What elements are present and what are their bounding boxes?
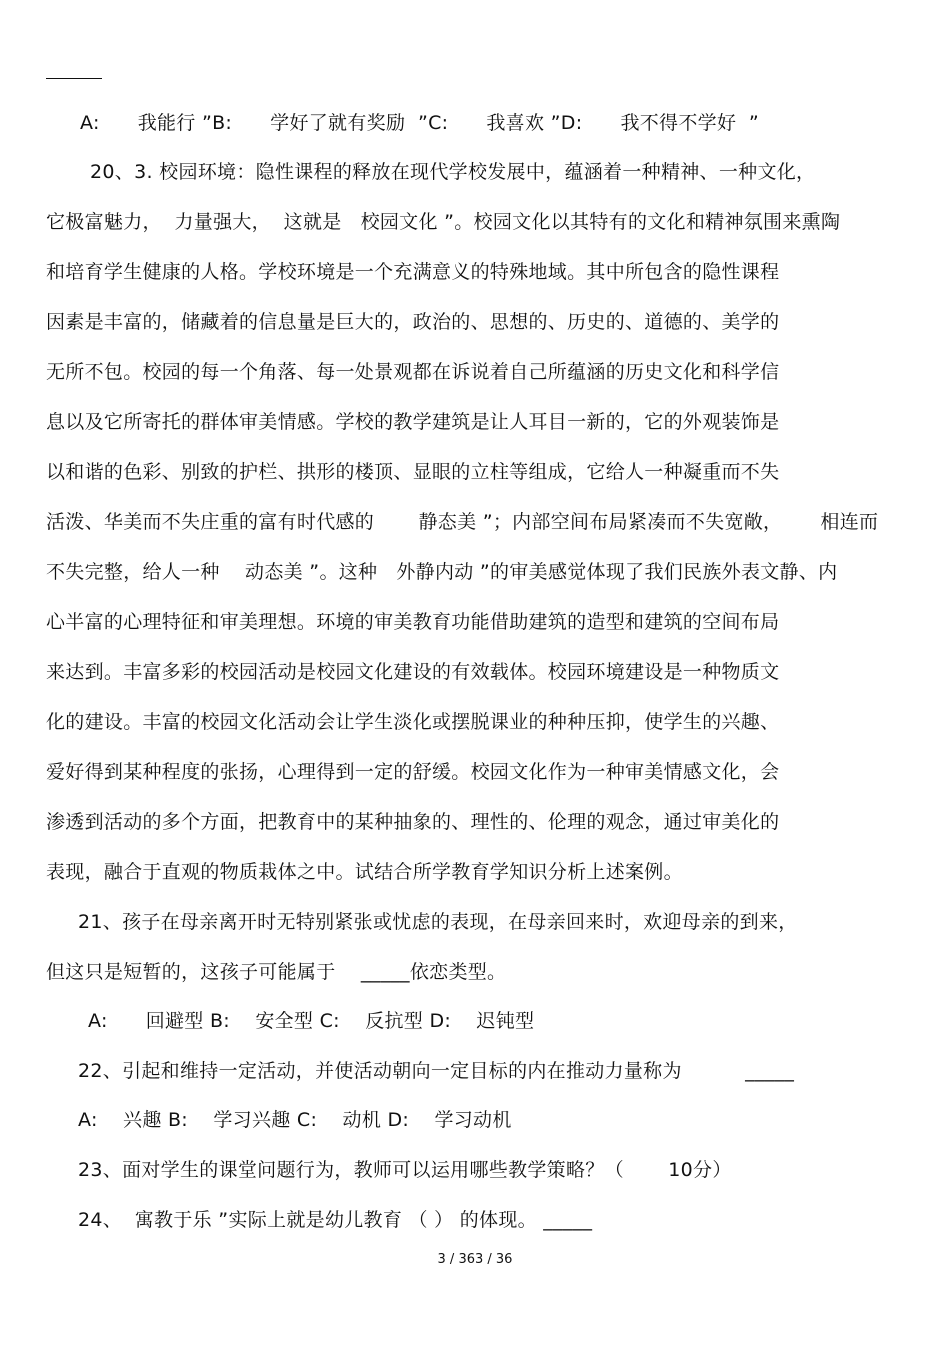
q19-options: A: 我能行 ”B: 学好了就有奖励 ”C: 我喜欢 ”D: 我不得不学好 ”	[80, 112, 760, 134]
q20-line-15: 表现，融合于直观的物质栽体之中。试结合所学教育学知识分析上述案例。	[46, 861, 683, 883]
q20-line-12: 化的建设。丰富的校园文化活动会让学生淡化或摆脱课业的种种压抑，使学生的兴趣、	[46, 711, 780, 733]
q20-line-7: 以和谐的色彩、别致的护栏、拱形的楼顶、显眼的立柱等组成，它给人一种凝重而不失	[46, 461, 780, 483]
q21-options: A: 回避型 B: 安全型 C: 反抗型 D: 迟钝型	[88, 1010, 535, 1032]
q20-line-8: 活泼、华美而不失庄重的富有时代感的 静态美 ”；内部空间布局紧凑而不失宽敞， 相连而	[46, 511, 879, 533]
q20-line-2: 它极富魅力， 力量强大， 这就是 校园文化 ”。校园文化以其特有的文化和精神氛围来熏陶	[46, 211, 841, 233]
page-number-footer: 3 / 363 / 36	[437, 1252, 513, 1267]
q20-line-5: 无所不包。校园的每一个角落、每一处景观都在诉说着自己所蕴涵的历史文化和科学信	[46, 361, 780, 383]
q20-line-4: 因素是丰富的，储藏着的信息量是巨大的，政治的、思想的、历史的、道德的、美学的	[46, 311, 780, 333]
q20-line-1: 20、3. 校园环境：隐性课程的释放在现代学校发展中，蕴涵着一种精神、一种文化，	[90, 161, 816, 183]
q20-line-3: 和培育学生健康的人格。学校环境是一个充满意义的特殊地域。其中所包含的隐性课程	[46, 261, 780, 283]
q24-line: 24、 寓教于乐 ”实际上就是幼儿教育 （ ） 的体现。 _____	[78, 1209, 593, 1231]
q20-line-13: 爱好得到某种程度的张扬，心理得到一定的舒缓。校园文化作为一种审美情感文化，会	[46, 761, 780, 783]
answer-blank-line	[46, 78, 102, 79]
q21-line-1: 21、孩子在母亲离开时无特别紧张或忧虑的表现，在母亲回来时，欢迎母亲的到来，	[78, 911, 798, 933]
q20-line-11: 来达到。丰富多彩的校园活动是校园文化建设的有效载体。校园环境建设是一种物质文	[46, 661, 780, 683]
q20-line-10: 心半富的心理特征和审美理想。环境的审美教育功能借助建筑的造型和建筑的空间布局	[46, 611, 780, 633]
q20-line-14: 渗透到活动的多个方面，把教育中的某种抽象的、理性的、伦理的观念，通过审美化的	[46, 811, 780, 833]
q22-options: A: 兴趣 B: 学习兴趣 C: 动机 D: 学习动机	[78, 1109, 512, 1131]
q20-line-9: 不失完整，给人一种 动态美 ”。这种 外静内动 ”的审美感觉体现了我们民族外表文静、内	[46, 561, 838, 583]
q22-line-1: 22、引起和维持一定活动，并使活动朝向一定目标的内在推动力量称为 _____	[78, 1060, 795, 1082]
q21-line-2: 但这只是短暂的，这孩子可能属于 _____依恋类型。	[46, 961, 507, 983]
q23-line: 23、面对学生的课堂问题行为，教师可以运用哪些教学策略？（ 10分）	[78, 1159, 732, 1181]
q20-line-6: 息以及它所寄托的群体审美情感。学校的教学建筑是让人耳目一新的，它的外观装饰是	[46, 411, 780, 433]
